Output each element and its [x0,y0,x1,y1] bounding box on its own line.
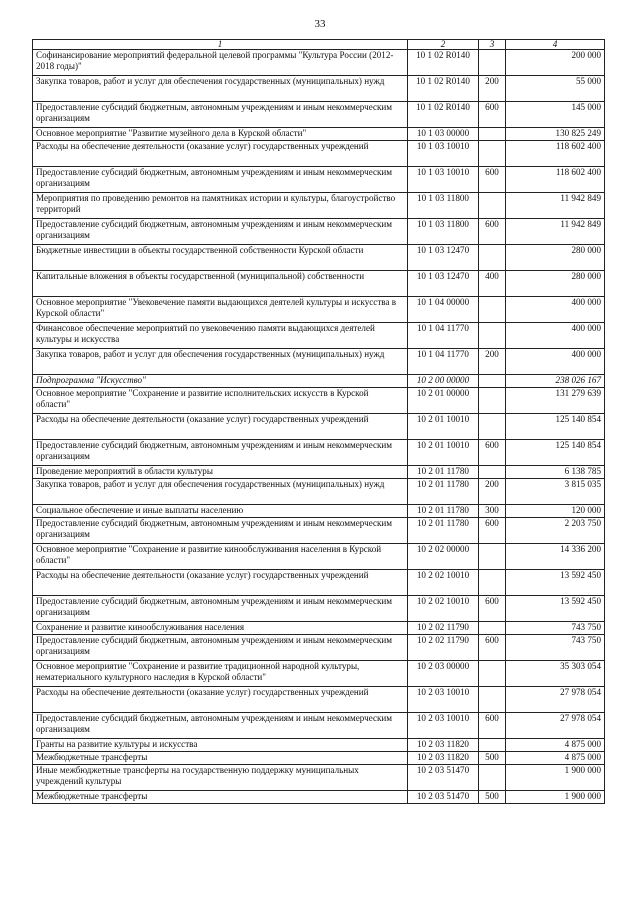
row-name: Расходы на обеспечение деятельности (оказание услуг) государственных учреждений [33,687,408,713]
row-sum: 14 336 200 [506,544,605,570]
row-code: 10 1 03 12470 [408,245,479,271]
row-type: 600 [479,713,506,739]
row-type [479,50,506,76]
row-name: Расходы на обеспечение деятельности (оказание услуг) государственных учреждений [33,570,408,596]
table-row [33,297,605,323]
row-code: 10 1 03 10010 [408,141,479,167]
row-code: 10 1 03 11800 [408,193,479,219]
row-type: 600 [479,440,506,466]
row-code: 10 1 03 12470 [408,271,479,297]
row-sum: 130 825 249 [506,128,605,141]
row-sum: 131 279 639 [506,388,605,414]
table-row [33,570,605,596]
row-type [479,570,506,596]
row-type: 300 [479,505,506,518]
row-type: 600 [479,219,506,245]
row-code: 10 1 04 11770 [408,349,479,375]
row-code: 10 2 03 51470 [408,765,479,791]
row-type: 600 [479,167,506,193]
row-name: Предоставление субсидий бюджетным, автономным учреждениям и иным некоммерческим организациям [33,635,408,661]
row-sum: 27 978 054 [506,713,605,739]
table-row [33,76,605,102]
row-code: 10 2 01 11780 [408,518,479,544]
table-row [33,375,605,388]
row-name: Софинансирование мероприятий федеральной целевой программы "Культура России (2012-2018 годы)" [33,50,408,76]
page-number: 33 [314,18,326,30]
row-code: 10 2 03 00000 [408,661,479,687]
table-row [33,479,605,505]
row-type [479,141,506,167]
row-type: 600 [479,102,506,128]
row-sum: 13 592 450 [506,596,605,622]
table-row [33,349,605,375]
row-type: 200 [479,76,506,102]
row-name: Проведение мероприятий в области культуры [33,466,408,479]
row-sum: 400 000 [506,323,605,349]
table-row [33,466,605,479]
row-name: Расходы на обеспечение деятельности (оказание услуг) государственных учреждений [33,414,408,440]
row-name: Мероприятия по проведению ремонтов на памятниках истории и культуры, благоустройство территорий [33,193,408,219]
row-type [479,128,506,141]
row-code: 10 2 01 10010 [408,440,479,466]
header-col-4: 4 [506,40,605,50]
row-type: 500 [479,752,506,765]
row-name: Основное мероприятие "Увековечение памяти выдающихся деятелей культуры и искусства в Курской области" [33,297,408,323]
table-row [33,414,605,440]
row-name: Предоставление субсидий бюджетным, автономным учреждениям и иным некоммерческим организациям [33,596,408,622]
row-name: Иные межбюджетные трансферты на государственную поддержку муниципальных учреждений культуры [33,765,408,791]
row-code: 10 1 03 10010 [408,167,479,193]
row-type [479,297,506,323]
row-code: 10 1 04 00000 [408,297,479,323]
table-row [33,440,605,466]
table-row [33,141,605,167]
row-type [479,544,506,570]
row-type [479,323,506,349]
row-name: Межбюджетные трансферты [33,791,408,804]
row-type [479,739,506,752]
row-sum: 125 140 854 [506,414,605,440]
table-row [33,518,605,544]
row-name: Сохранение и развитие кинообслуживания населения [33,622,408,635]
row-name: Предоставление субсидий бюджетным, автономным учреждениям и иным некоммерческим организациям [33,167,408,193]
table-row [33,505,605,518]
row-type: 400 [479,271,506,297]
row-name: Расходы на обеспечение деятельности (оказание услуг) государственных учреждений [33,141,408,167]
row-sum: 11 942 849 [506,219,605,245]
table-row [33,219,605,245]
budget-table [32,39,605,804]
table-row [33,739,605,752]
row-code: 10 2 01 11780 [408,479,479,505]
row-sum: 743 750 [506,635,605,661]
table-row [33,544,605,570]
row-code: 10 2 02 11790 [408,622,479,635]
row-sum: 238 026 167 [506,375,605,388]
row-sum: 125 140 854 [506,440,605,466]
row-sum: 6 138 785 [506,466,605,479]
row-code: 10 2 02 00000 [408,544,479,570]
table-row [33,323,605,349]
row-code: 10 1 03 00000 [408,128,479,141]
row-name: Закупка товаров, работ и услуг для обеспечения государственных (муниципальных) нужд [33,349,408,375]
row-sum: 400 000 [506,349,605,375]
table-row [33,661,605,687]
table-header-row [33,40,605,50]
row-sum: 13 592 450 [506,570,605,596]
row-type [479,193,506,219]
row-code: 10 2 02 10010 [408,570,479,596]
row-sum: 4 875 000 [506,739,605,752]
row-code: 10 2 03 10010 [408,687,479,713]
row-sum: 118 602 400 [506,167,605,193]
table-row [33,635,605,661]
row-name: Закупка товаров, работ и услуг для обеспечения государственных (муниципальных) нужд [33,479,408,505]
table-row [33,791,605,804]
row-sum: 118 602 400 [506,141,605,167]
row-code: 10 2 03 11820 [408,752,479,765]
row-sum: 280 000 [506,245,605,271]
row-sum: 145 000 [506,102,605,128]
row-code: 10 1 02 R0140 [408,76,479,102]
header-col-1: 1 [33,40,408,50]
row-code: 10 2 03 10010 [408,713,479,739]
row-name: Основное мероприятие "Сохранение и развитие традиционной народной культуры, нематериального культурного наследия в Курской области" [33,661,408,687]
row-name: Подпрограмма "Искусство" [33,375,408,388]
row-type: 200 [479,349,506,375]
row-type: 200 [479,479,506,505]
row-sum: 743 750 [506,622,605,635]
row-name: Предоставление субсидий бюджетным, автономным учреждениям и иным некоммерческим организациям [33,713,408,739]
row-type: 600 [479,635,506,661]
row-code: 10 2 00 00000 [408,375,479,388]
row-sum: 4 875 000 [506,752,605,765]
row-sum: 2 203 750 [506,518,605,544]
row-sum: 400 000 [506,297,605,323]
row-sum: 3 815 035 [506,479,605,505]
row-name: Бюджетные инвестиции в объекты государственной собственности Курской области [33,245,408,271]
row-code: 10 2 02 11790 [408,635,479,661]
table-row [33,713,605,739]
row-type [479,661,506,687]
header-col-3: 3 [479,40,506,50]
row-code: 10 2 03 11820 [408,739,479,752]
table-row [33,271,605,297]
row-name: Межбюджетные трансферты [33,752,408,765]
row-sum: 200 000 [506,50,605,76]
row-type [479,375,506,388]
row-name: Предоставление субсидий бюджетным, автономным учреждениям и иным некоммерческим организациям [33,219,408,245]
row-name: Предоставление субсидий бюджетным, автономным учреждениям и иным некоммерческим организациям [33,518,408,544]
row-sum: 1 900 000 [506,791,605,804]
row-name: Предоставление субсидий бюджетным, автономным учреждениям и иным некоммерческим организациям [33,102,408,128]
row-type: 600 [479,518,506,544]
table-row [33,167,605,193]
row-code: 10 2 01 11780 [408,466,479,479]
row-sum: 280 000 [506,271,605,297]
table-row [33,752,605,765]
table-row [33,50,605,76]
row-sum: 1 900 000 [506,765,605,791]
row-code: 10 2 01 11780 [408,505,479,518]
row-type [479,414,506,440]
row-code: 10 1 04 11770 [408,323,479,349]
table-row [33,388,605,414]
row-code: 10 1 02 R0140 [408,50,479,76]
table-row [33,622,605,635]
row-name: Основное мероприятие "Сохранение и развитие кинообслуживания населения в Курской области" [33,544,408,570]
table-row [33,765,605,791]
row-type [479,622,506,635]
row-type: 500 [479,791,506,804]
row-type [479,245,506,271]
row-sum: 55 000 [506,76,605,102]
row-type [479,466,506,479]
row-sum: 11 942 849 [506,193,605,219]
table-row [33,687,605,713]
row-code: 10 2 03 51470 [408,791,479,804]
header-col-2: 2 [408,40,479,50]
row-code: 10 1 02 R0140 [408,102,479,128]
table-row [33,102,605,128]
row-type [479,388,506,414]
row-name: Социальное обеспечение и иные выплаты населению [33,505,408,518]
row-name: Гранты на развитие культуры и искусства [33,739,408,752]
row-name: Финансовое обеспечение мероприятий по увековечению памяти выдающихся деятелей культуры и искусства [33,323,408,349]
table-row [33,193,605,219]
row-name: Основное мероприятие "Развитие музейного дела в Курской области" [33,128,408,141]
table-row [33,128,605,141]
row-name: Предоставление субсидий бюджетным, автономным учреждениям и иным некоммерческим организациям [33,440,408,466]
row-type: 600 [479,596,506,622]
row-name: Капитальные вложения в объекты государственной (муниципальной) собственности [33,271,408,297]
table-row [33,245,605,271]
row-type [479,687,506,713]
row-name: Основное мероприятие "Сохранение и развитие исполнительских искусств в Курской области" [33,388,408,414]
row-sum: 35 303 054 [506,661,605,687]
row-code: 10 2 01 10010 [408,414,479,440]
table-row [33,596,605,622]
row-sum: 27 978 054 [506,687,605,713]
row-type [479,765,506,791]
row-name: Закупка товаров, работ и услуг для обеспечения государственных (муниципальных) нужд [33,76,408,102]
row-code: 10 1 03 11800 [408,219,479,245]
row-code: 10 2 01 00000 [408,388,479,414]
row-code: 10 2 02 10010 [408,596,479,622]
row-sum: 120 000 [506,505,605,518]
